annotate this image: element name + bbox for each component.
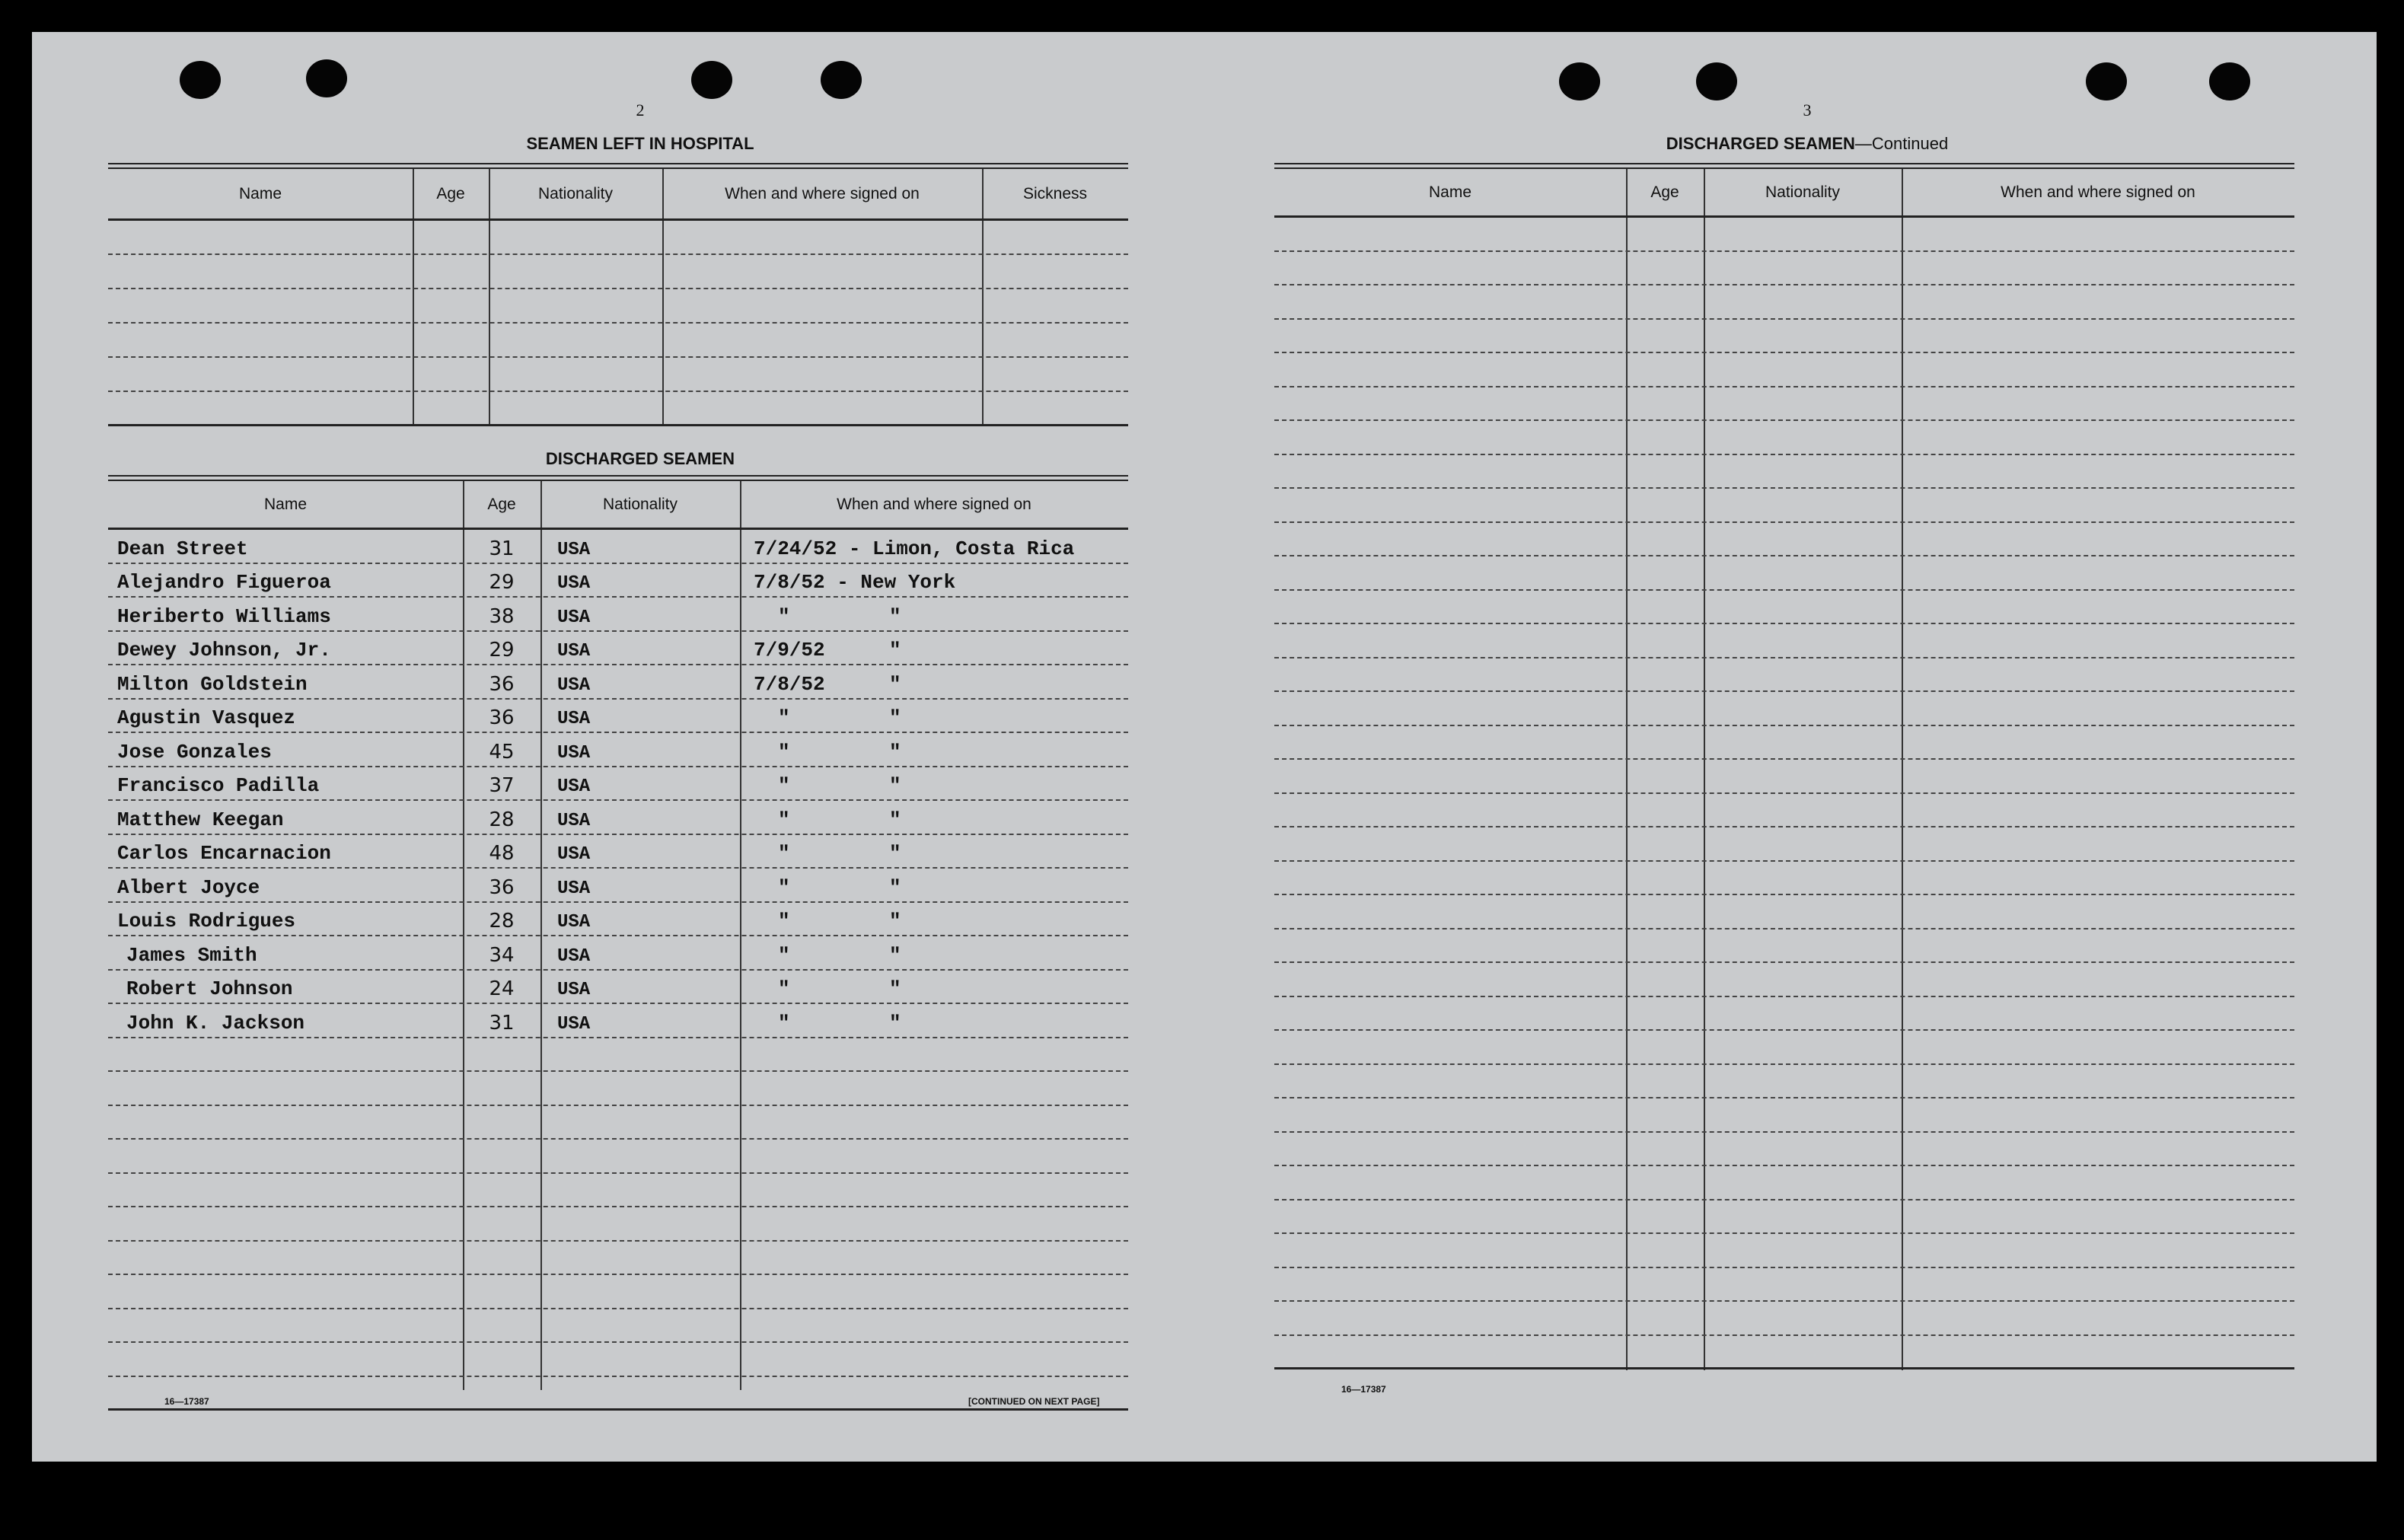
seaman-nationality: USA <box>557 810 591 831</box>
table-row <box>108 665 1128 700</box>
table-row <box>1274 929 2294 964</box>
ditto-mark-place: " <box>889 875 901 899</box>
seaman-nationality: USA <box>557 607 591 628</box>
seaman-nationality: USA <box>557 980 591 1000</box>
column-header-signed-on: When and where signed on <box>2001 183 2195 201</box>
table-row <box>108 700 1128 734</box>
column-header-name: Name <box>1428 183 1472 201</box>
discharged-section-title: DISCHARGED SEAMEN <box>545 449 735 468</box>
ditto-mark-date: " <box>778 774 790 797</box>
ditto-mark-place: " <box>889 842 901 865</box>
seaman-name: Louis Rodrigues <box>117 910 296 933</box>
hospital-table <box>108 167 1128 425</box>
seaman-age: 38 <box>489 604 515 628</box>
seaman-nationality: USA <box>557 945 591 967</box>
table-row <box>1274 1166 2294 1200</box>
ditto-mark-place: " <box>889 910 901 933</box>
table-row <box>108 767 1128 802</box>
discharged-header-row <box>108 481 1128 530</box>
ditto-mark-date: " <box>778 943 790 967</box>
table-row <box>1274 658 2294 693</box>
seaman-name: James Smith <box>126 943 257 967</box>
table-row <box>1274 963 2294 997</box>
table-row <box>1274 1268 2294 1302</box>
table-row <box>108 1004 1128 1038</box>
table-row <box>108 598 1128 632</box>
seaman-nationality: USA <box>557 709 591 729</box>
document-sheet <box>32 32 2377 1462</box>
ditto-mark-date: " <box>778 706 790 729</box>
table-row <box>1274 252 2294 286</box>
column-header-signed-on: When and where signed on <box>837 495 1031 513</box>
table-row <box>1274 421 2294 455</box>
ditto-mark-place: " <box>889 604 901 628</box>
seaman-name: Alejandro Figueroa <box>117 571 331 594</box>
table-row <box>108 1140 1128 1174</box>
table-row <box>108 1242 1128 1276</box>
seaman-name: Jose Gonzales <box>117 740 272 764</box>
table-row <box>1274 726 2294 760</box>
right-page <box>1274 32 2340 1462</box>
table-row <box>1274 1234 2294 1268</box>
table-row <box>108 1072 1128 1106</box>
seaman-name: Carlos Encarnacion <box>117 842 331 865</box>
seaman-nationality: USA <box>557 1013 591 1035</box>
table-row <box>1274 353 2294 387</box>
table-row <box>108 971 1128 1005</box>
ditto-mark-date: " <box>778 910 790 933</box>
column-header-age: Age <box>436 184 465 202</box>
seaman-nationality: USA <box>557 641 591 662</box>
seaman-age: 31 <box>489 537 515 560</box>
table-row <box>108 1207 1128 1242</box>
table-row <box>1274 997 2294 1031</box>
section-title: DISCHARGED SEAMEN <box>1666 134 1855 153</box>
ditto-mark-place: " <box>889 774 901 797</box>
seaman-name: Dean Street <box>117 537 248 560</box>
seaman-name: Milton Goldstein <box>117 672 308 696</box>
column-header-signed-on: When and where signed on <box>725 184 920 202</box>
seaman-age: 24 <box>489 977 515 1000</box>
seaman-age: 34 <box>489 943 515 967</box>
continued-note: [CONTINUED ON NEXT PAGE] <box>968 1396 1100 1407</box>
discharged-continued-title <box>1274 134 2340 154</box>
column-header-nationality: Nationality <box>602 495 678 513</box>
seaman-age: 37 <box>489 774 515 797</box>
table-row <box>108 1106 1128 1140</box>
ditto-mark-place: " <box>889 808 901 831</box>
seaman-age: 31 <box>489 1011 515 1035</box>
table-row <box>108 835 1128 869</box>
table-row <box>1274 760 2294 794</box>
table-row <box>108 632 1128 666</box>
table-row <box>108 221 1128 255</box>
seaman-name: Dewey Johnson, Jr. <box>117 639 331 662</box>
ditto-mark-place: " <box>889 706 901 729</box>
ditto-mark-date: " <box>778 1011 790 1035</box>
seaman-nationality: USA <box>557 912 591 933</box>
ditto-mark-place: " <box>889 943 901 967</box>
ditto-mark-place: " <box>889 1011 901 1035</box>
ditto-mark-date: " <box>778 842 790 865</box>
table-row <box>108 1275 1128 1309</box>
seaman-nationality: USA <box>557 742 591 764</box>
table-row <box>1274 1065 2294 1099</box>
column-header-nationality: Nationality <box>1765 183 1841 201</box>
table-row <box>108 564 1128 598</box>
table-row <box>1274 794 2294 828</box>
discharged-continued-header-row <box>1274 169 2294 218</box>
table-row <box>108 255 1128 289</box>
table-row <box>108 1309 1128 1344</box>
column-header-age: Age <box>487 495 516 513</box>
table-row <box>108 936 1128 971</box>
ditto-mark-place: " <box>889 740 901 764</box>
table-row <box>108 869 1128 903</box>
table-row <box>108 1038 1128 1073</box>
form-number: 16—17387 <box>164 1396 209 1407</box>
signed-on-value: 7/24/52 - Limon, Costa Rica <box>754 537 1075 560</box>
table-row <box>108 733 1128 767</box>
seaman-age: 28 <box>489 910 515 933</box>
seaman-name: Robert Johnson <box>126 977 293 1000</box>
ditto-mark-date: " <box>778 977 790 1000</box>
column-header-age: Age <box>1650 183 1679 201</box>
ditto-mark-place: " <box>889 672 901 696</box>
table-row <box>108 289 1128 324</box>
table-row <box>108 903 1128 937</box>
discharged-table <box>108 480 1128 1390</box>
ditto-mark-date: " <box>778 875 790 899</box>
seaman-age: 48 <box>489 842 515 865</box>
seaman-nationality: USA <box>557 573 591 594</box>
seaman-age: 36 <box>489 706 515 729</box>
column-header-sickness: Sickness <box>1022 184 1088 202</box>
seaman-name: Albert Joyce <box>117 875 260 899</box>
table-row <box>108 530 1128 564</box>
table-row <box>1274 218 2294 252</box>
ditto-mark-place: " <box>889 977 901 1000</box>
signed-on-value: 7/9/52 <box>754 639 825 662</box>
table-row <box>108 801 1128 835</box>
hospital-header-row <box>108 169 1128 221</box>
seaman-nationality: USA <box>557 878 591 899</box>
seaman-nationality: USA <box>557 539 591 560</box>
table-row <box>1274 827 2294 862</box>
table-row <box>1274 489 2294 523</box>
table-row <box>1274 1302 2294 1336</box>
seaman-age: 36 <box>489 672 515 696</box>
table-row <box>108 392 1128 426</box>
seaman-name: John K. Jackson <box>126 1011 305 1035</box>
hospital-section-title: SEAMEN LEFT IN HOSPITAL <box>526 134 754 153</box>
seaman-name: Francisco Padilla <box>117 774 320 797</box>
seaman-age: 36 <box>489 875 515 899</box>
seaman-nationality: USA <box>557 674 591 696</box>
table-row <box>1274 895 2294 929</box>
column-header-nationality: Nationality <box>537 184 614 202</box>
table-row <box>1274 624 2294 658</box>
seaman-name: Heriberto Williams <box>117 604 331 628</box>
ditto-mark-date: " <box>778 604 790 628</box>
table-row <box>1274 1098 2294 1133</box>
page-number: 2 <box>636 100 645 120</box>
table-row <box>1274 455 2294 489</box>
table-row <box>108 1174 1128 1208</box>
table-row <box>1274 862 2294 896</box>
seaman-nationality: USA <box>557 776 591 797</box>
table-row <box>1274 523 2294 557</box>
signed-on-value: 7/8/52 <box>754 672 825 696</box>
signed-on-value: 7/8/52 - New York <box>754 571 956 594</box>
table-row <box>1274 1200 2294 1235</box>
table-row <box>1274 320 2294 354</box>
table-row <box>108 358 1128 392</box>
left-page <box>108 32 1172 1462</box>
page-number: 3 <box>1803 100 1812 120</box>
ditto-mark-place: " <box>889 639 901 662</box>
table-row <box>108 324 1128 358</box>
seaman-age: 29 <box>489 639 515 662</box>
table-row <box>1274 1031 2294 1065</box>
table-row <box>1274 1133 2294 1167</box>
form-number: 16—17387 <box>1341 1384 1386 1395</box>
seaman-age: 29 <box>489 571 515 594</box>
table-row <box>1274 692 2294 726</box>
seaman-age: 28 <box>489 808 515 831</box>
table-row <box>1274 556 2294 591</box>
seaman-name: Matthew Keegan <box>117 808 284 831</box>
column-header-name: Name <box>263 495 308 513</box>
table-row <box>1274 1336 2294 1370</box>
table-row <box>1274 387 2294 422</box>
ditto-mark-date: " <box>778 740 790 764</box>
seaman-name: Agustin Vasquez <box>117 706 296 729</box>
ditto-mark-date: " <box>778 808 790 831</box>
seaman-nationality: USA <box>557 844 591 865</box>
table-row <box>1274 285 2294 320</box>
discharged-continued-table <box>1274 167 2294 1370</box>
seaman-age: 45 <box>489 740 515 764</box>
table-row <box>108 1343 1128 1377</box>
table-row <box>1274 591 2294 625</box>
column-header-name: Name <box>238 184 282 202</box>
section-title-suffix: —Continued <box>1854 134 1949 153</box>
